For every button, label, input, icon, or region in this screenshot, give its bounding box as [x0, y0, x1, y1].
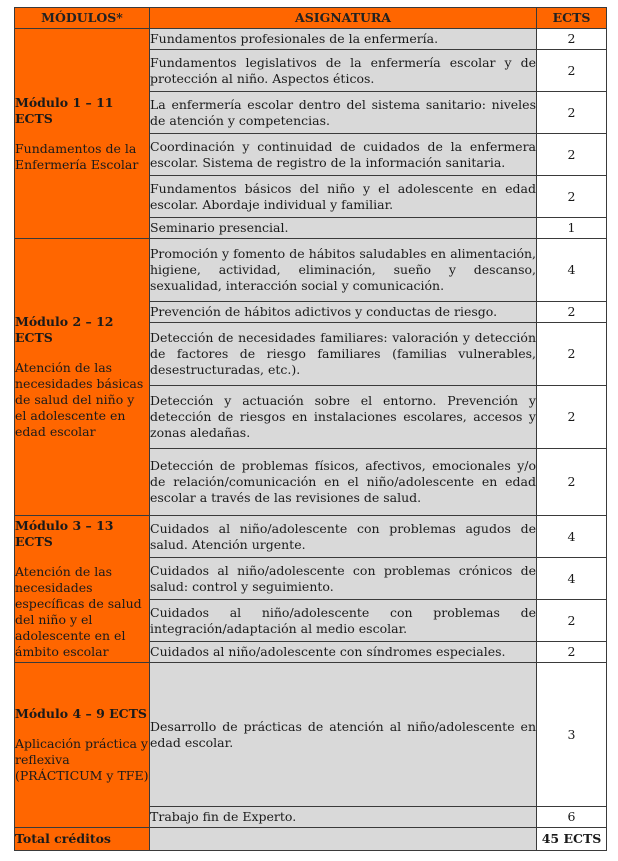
- table-row: [15, 516, 607, 558]
- ects-cell: 2: [537, 302, 607, 323]
- module-title: Módulo 3 – 13 ECTS: [15, 518, 114, 549]
- table-row: [15, 29, 607, 50]
- subject-cell: Fundamentos legislativos de la enfermería escolar y de protección al niño. Aspectos éticos.: [150, 50, 537, 92]
- ects-cell: 2: [537, 134, 607, 176]
- module-description: Atención de las necesidades básicas de salud del niño y el adolescente en edad escolar: [15, 360, 144, 439]
- modules-table: [14, 7, 607, 851]
- ects-cell: 2: [537, 386, 607, 449]
- header-modules: MÓDULOS*: [15, 8, 150, 29]
- module-title: Módulo 1 – 11 ECTS: [15, 94, 114, 126]
- subject-cell: Cuidados al niño/adolescente con problemas agudos de salud. Atención urgente.: [150, 516, 537, 558]
- subject-cell: La enfermería escolar dentro del sistema sanitario: niveles de atención y competencias.: [150, 92, 537, 134]
- subject-cell: Cuidados al niño/adolescente con problemas de integración/adaptación al medio escolar.: [150, 600, 537, 642]
- header-ects: ECTS: [537, 8, 607, 29]
- module-cell: [15, 239, 150, 516]
- module-cell: [15, 29, 150, 239]
- ects-cell: 1: [537, 218, 607, 239]
- subject-cell: Cuidados al niño/adolescente con síndromes especiales.: [150, 642, 537, 663]
- module-description: Fundamentos de la Enfermería Escolar: [15, 140, 139, 172]
- module-title: Módulo 4 – 9 ECTS: [15, 706, 147, 721]
- subject-cell: Fundamentos básicos del niño y el adolescente en edad escolar. Abordaje individual y familiar.: [150, 176, 537, 218]
- ects-cell: 4: [537, 558, 607, 600]
- subject-cell: Detección de necesidades familiares: valoración y detección de factores de riesgo familiares (familias vulnerables, desestructuradas, etc.).: [150, 323, 537, 386]
- ects-cell: 2: [537, 176, 607, 218]
- table-row: [15, 239, 607, 302]
- ects-cell: 2: [537, 50, 607, 92]
- table-header-row: [15, 8, 607, 29]
- subject-cell: Detección y actuación sobre el entorno. Prevención y detección de riesgos en instalaciones escolares, accesos y zonas aledañas.: [150, 386, 537, 449]
- subject-cell: Promoción y fomento de hábitos saludables en alimentación, higiene, actividad, eliminación, sueño y descanso, sexualidad, interacción social y comunicación.: [150, 239, 537, 302]
- module-title: Módulo 2 – 12 ECTS: [15, 314, 114, 345]
- total-value: 45 ECTS: [537, 828, 607, 851]
- ects-cell: 2: [537, 449, 607, 516]
- ects-cell: 6: [537, 807, 607, 828]
- total-label: Total créditos: [15, 828, 150, 851]
- module-description: Aplicación práctica y reflexiva (PRÁCTICUM y TFE): [15, 736, 149, 783]
- header-subject: ASIGNATURA: [150, 8, 537, 29]
- subject-cell: Prevención de hábitos adictivos y conductas de riesgo.: [150, 302, 537, 323]
- ects-cell: 4: [537, 239, 607, 302]
- subject-cell: Coordinación y continuidad de cuidados de la enfermera escolar. Sistema de registro de la información sanitaria.: [150, 134, 537, 176]
- ects-cell: 2: [537, 323, 607, 386]
- total-row: [15, 828, 607, 851]
- ects-cell: 2: [537, 29, 607, 50]
- table-body: [15, 29, 607, 851]
- subject-cell: Desarrollo de prácticas de atención al niño/adolescente en edad escolar.: [150, 663, 537, 807]
- subject-cell: Detección de problemas físicos, afectivos, emocionales y/o de relación/comunicación en el niño/adolescente en edad escolar a través de las revisiones de salud.: [150, 449, 537, 516]
- ects-cell: 3: [537, 663, 607, 807]
- module-cell: [15, 663, 150, 828]
- module-cell: [15, 516, 150, 663]
- ects-cell: 2: [537, 642, 607, 663]
- module-description: Atención de las necesidades específicas de salud del niño y el adolescente en el ámbito escolar: [15, 564, 142, 659]
- ects-cell: 4: [537, 516, 607, 558]
- total-spacer: [150, 828, 537, 851]
- subject-cell: Seminario presencial.: [150, 218, 537, 239]
- ects-cell: 2: [537, 92, 607, 134]
- table-row: [15, 663, 607, 807]
- subject-cell: Trabajo fin de Experto.: [150, 807, 537, 828]
- ects-cell: 2: [537, 600, 607, 642]
- subject-cell: Fundamentos profesionales de la enfermería.: [150, 29, 537, 50]
- subject-cell: Cuidados al niño/adolescente con problemas crónicos de salud: control y seguimiento.: [150, 558, 537, 600]
